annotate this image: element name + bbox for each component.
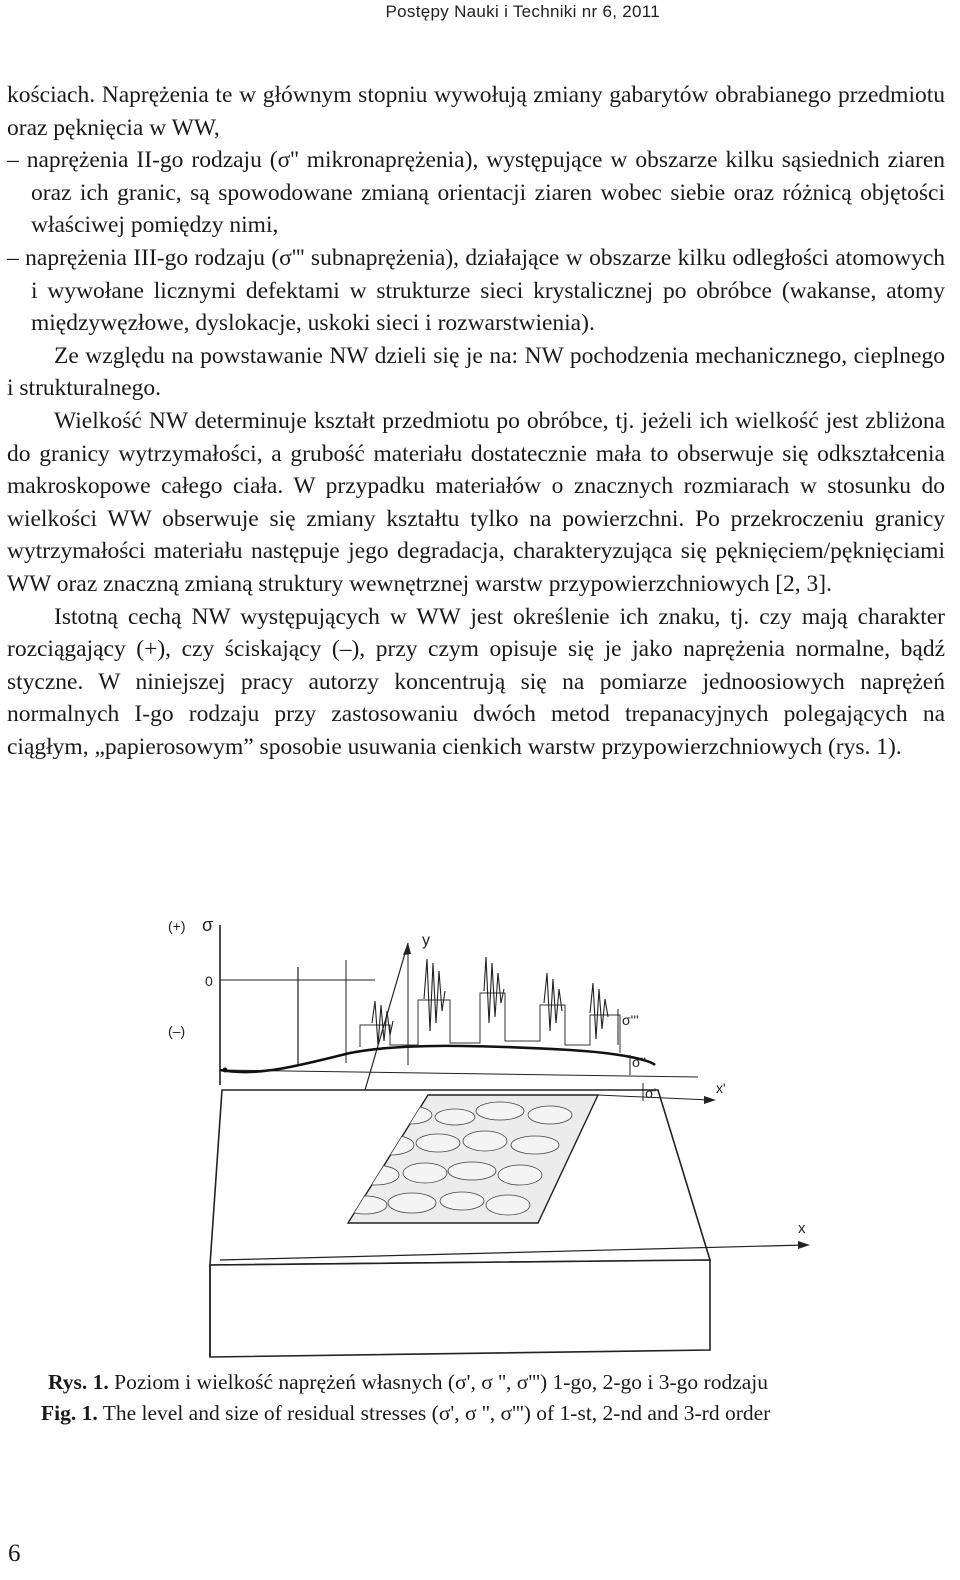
figure-caption-pl [48, 1370, 768, 1395]
x-label: x [798, 1220, 806, 1237]
paragraph: kościach. Naprężenia te w głównym stopniu wywołują zmiany gabarytów obrabianego przedmiotu oraz pęknięcia w WW, [7, 82, 945, 141]
x-prime-label: x' [716, 1080, 726, 1096]
list-item: – naprężenia II-go rodzaju (σ'' mikronaprężenia), występujące w obszarze kilku sąsiednich ziaren oraz ich granic, są spowodowane zmianą orientacji ziaren wobec siebie oraz różnicą objętości właściwej pomiędzy nimi, [7, 147, 945, 239]
y-label: y [422, 932, 430, 949]
caption-text-en: The level and size of residual stresses (σ', σ '', σ''') of 1-st, 2-nd and 3-rd order [97, 1401, 771, 1425]
minus-label: (–) [168, 1023, 186, 1039]
zero-label: 0 [205, 973, 213, 989]
caption-label-en: Fig. 1. [41, 1401, 98, 1425]
stress-figure [150, 905, 860, 1360]
journal-header: Postępy Nauki i Techniki nr 6, 2011 [385, 2, 660, 21]
stress-diagram [150, 905, 860, 1360]
caption-label-pl: Rys. 1. [48, 1370, 109, 1394]
caption-text-pl: Poziom i wielkość naprężeń własnych (σ', σ '', σ''') 1-go, 2-go i 3-go rodzaju [108, 1370, 769, 1394]
page-number: 6 [8, 1540, 21, 1567]
sigma1-label: σ' [645, 1085, 657, 1101]
body-text [7, 79, 945, 763]
block-front [210, 1260, 710, 1357]
paragraph: Istotną cechą NW występujących w WW jest określenie ich znaku, tj. czy mają charakter rozciągający (+), czy ściskający (–), przy czym opisuje się je jako naprężenia normalne, bądź styczne. W niniejszej pracy autorzy koncentrują się na pomiarze jednoosiowych naprężeń normalnych I-go rodzaju przy zastosowaniu dwóch metod trepanacyjnych polegających na ciągłym, „papierosowym” sposobie usuwania cienkich warstw przypowierzchniowych (rys. 1). [7, 603, 945, 760]
paragraph: Ze względu na powstawanie NW dzieli się je na: NW pochodzenia mechanicznego, cieplnego i strukturalnego. [7, 342, 945, 402]
sigma2-label: σ'' [632, 1054, 646, 1070]
figure-caption-en [41, 1401, 770, 1426]
list-item: – naprężenia III-go rodzaju (σ''' subnaprężenia), działające w obszarze kilku odległości atomowych i wywołane licznymi defektami w strukturze sieci krystalicznej po obróbce (wakanse, atomy międzywęzłowe, dyslokacje, uskoki sieci i rozwarstwienia). [7, 244, 945, 337]
sigma3-curve [372, 957, 608, 1045]
sigma-label: σ [202, 915, 214, 935]
sigma3-label: σ''' [622, 1012, 639, 1028]
sigma1-curve [220, 1046, 655, 1072]
paragraph: Wielkość NW determinuje kształt przedmiotu po obróbce, tj. jeżeli ich wielkość jest zbliżona do granicy wytrzymałości, a grubość materiału dostatecznie mała to obserwuje się odkształcenia makroskopowe całego ciała. W przypadku materiałów o znacznych rozmiarach w stosunku do wielkości WW obserwuje się zmiany kształtu tylko na powierzchni. Po przekroczeniu granicy wytrzymałości materiału następuje jego degradacja, charakteryzująca się pęknięciem/pęknięciami WW oraz znaczną zmianą struktury wewnętrznej warstw przypowierzchniowych [2, 3]. [7, 407, 945, 597]
plus-label: (+) [168, 918, 186, 934]
